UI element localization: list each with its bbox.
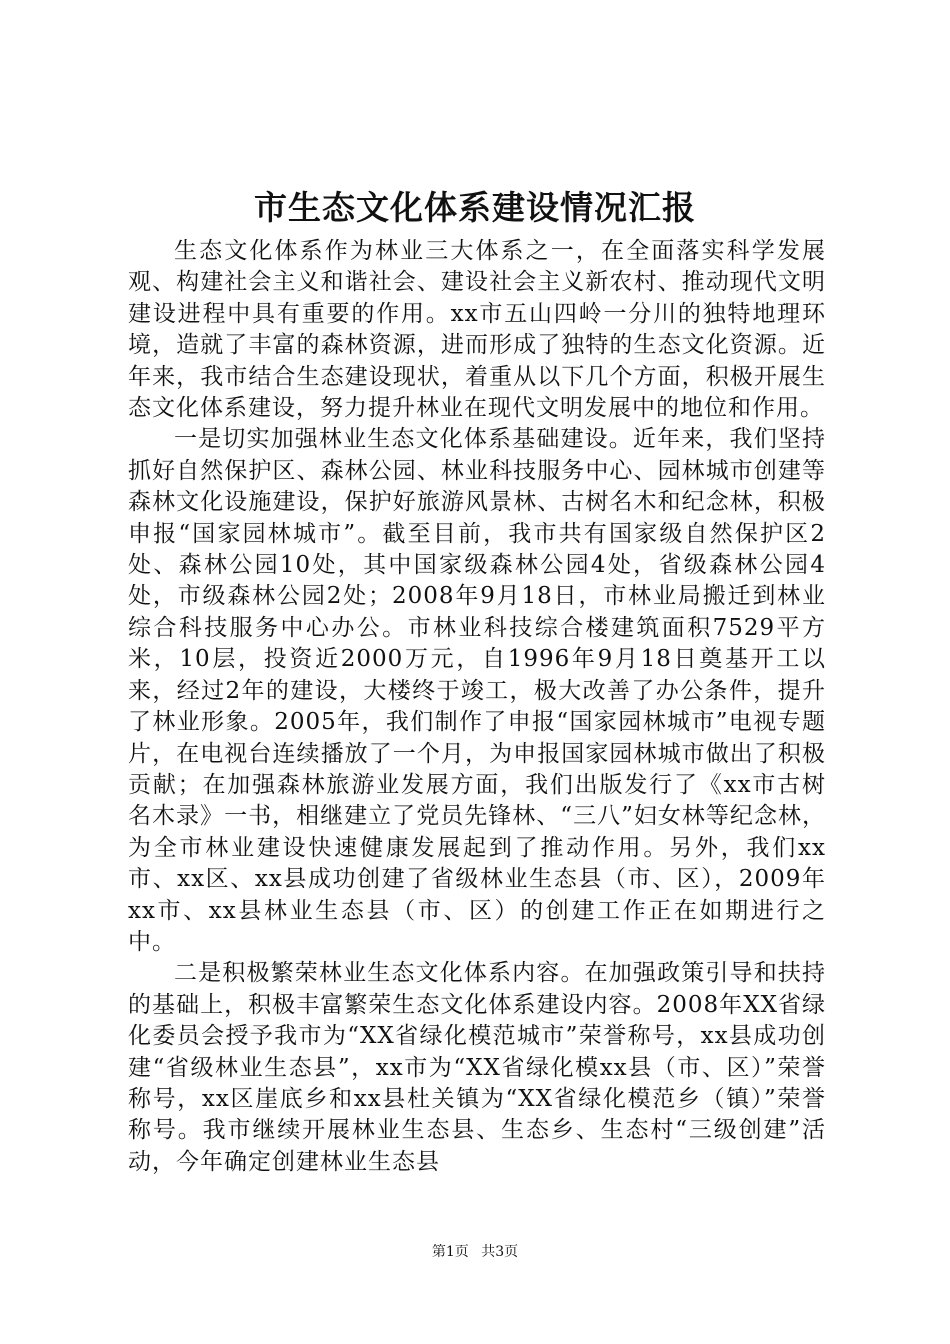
paragraph-infrastructure: 一是切实加强林业生态文化体系基础建设。近年来，我们坚持抓好自然保护区、森林公园、林业科技服务中心、园林城市创建等森林文化设施建设，保护好旅游风景林、古树名木和纪念林，积极申报“国家园林城市”。截至目前，我市共有国家级自然保护区2处、森林公园10处，其中国家级森林公园4处，省级森林公园4处，市级森林公园2处；2008年9月18日，市林业局搬迁到林业综合科技服务中心办公。市林业科技综合楼建筑面积7529平方米，10层，投资近2000万元，自1996年9月18日奠基开工以来，经过2年的建设，大楼终于竣工，极大改善了办公条件，提升了林业形象。2005年，我们制作了申报“国家园林城市”电视专题片，在电视台连续播放了一个月，为申报国家园林城市做出了积极贡献；在加强森林旅游业发展方面，我们出版发行了《xx市古树名木录》一书，相继建立了党员先锋林、“三八”妇女林等纪念林，为全市林业建设快速健康发展起到了推动作用。另外，我们xx市、xx区、xx县成功创建了省级林业生态县（市、区），2009年xx市、xx县林业生态县（市、区）的创建工作正在如期进行之中。 — [128, 426, 826, 955]
paragraph-content: 二是积极繁荣林业生态文化体系内容。在加强政策引导和扶持的基础上，积极丰富繁荣生态文化体系建设内容。2008年XX省绿化委员会授予我市为“XX省绿化模范城市”荣誉称号，xx县成功创建“省级林业生态县”，xx市为“XX省绿化模xx县（市、区）”荣誉称号，xx区崖底乡和xx县杜关镇为“XX省绿化模范乡（镇）”荣誉称号。我市继续开展林业生态县、生态乡、生态村“三级创建”活动，今年确定创建林业生态县 — [128, 960, 826, 1175]
document-body — [128, 236, 826, 1178]
page-footer — [0, 1242, 950, 1262]
page-number: 第1页 — [431, 1244, 469, 1260]
document-title: 市生态文化体系建设情况汇报 — [254, 188, 696, 227]
paragraph-intro: 生态文化体系作为林业三大体系之一，在全面落实科学发展观、构建社会主义和谐社会、建设社会主义新农村、推动现代文明建设进程中具有重要的作用。xx市五山四岭一分川的独特地理环境，造就了丰富的森林资源，进而形成了独特的生态文化资源。近年来，我市结合生态建设现状，着重从以下几个方面，积极开展生态文化体系建设，努力提升林业在现代文明发展中的地位和作用。 — [128, 238, 826, 422]
page-total: 共3页 — [481, 1244, 519, 1260]
